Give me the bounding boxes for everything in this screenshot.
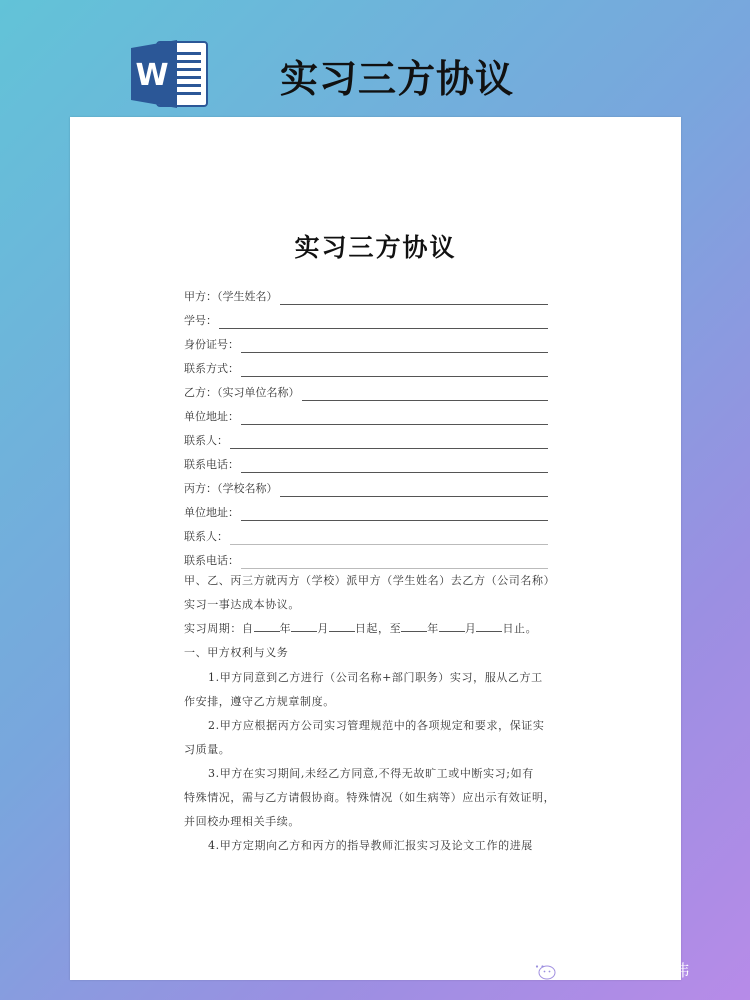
fill-in-line[interactable] xyxy=(230,448,548,449)
document-page xyxy=(70,117,681,980)
field-label: 单位地址： xyxy=(184,506,239,519)
intro-line-1: 甲、乙、丙三方就丙方（学校）派甲方（学生姓名）去乙方（公司名称） xyxy=(184,574,556,587)
clause-3-line-1: 3.甲方在实习期间,未经乙方同意,不得无故旷工或中断实习;如有 xyxy=(208,767,534,780)
field-contact-method xyxy=(184,354,548,378)
field-label: 单位地址： xyxy=(184,410,239,423)
fill-in-line[interactable] xyxy=(241,352,548,353)
field-party-c-name xyxy=(184,474,548,498)
clause-4-line-1: 4.甲方定期向乙方和丙方的指导教师汇报实习及论文工作的进展 xyxy=(208,839,533,852)
blank-day-end[interactable] xyxy=(476,621,502,632)
clause-3-line-3: 并回校办理相关手续。 xyxy=(184,815,300,828)
field-party-c-phone xyxy=(184,546,548,570)
fill-in-line[interactable] xyxy=(241,472,548,473)
field-party-b-phone xyxy=(184,450,548,474)
period-prefix: 实习周期：自 xyxy=(184,622,254,635)
watermark xyxy=(530,958,689,981)
blank-year-end[interactable] xyxy=(401,621,427,632)
blank-year-start[interactable] xyxy=(254,621,280,632)
clause-2-line-2: 习质量。 xyxy=(184,743,231,756)
period-year-label: 年 xyxy=(279,622,292,635)
internship-period xyxy=(184,620,537,636)
period-day-label: 日起，至 xyxy=(354,622,402,635)
watermark-text: 公众号 · 模板阿伟 xyxy=(562,961,690,980)
field-party-a-name xyxy=(184,282,548,306)
field-party-b-name xyxy=(184,378,548,402)
field-label: 乙方：（实习单位名称） xyxy=(184,386,300,399)
field-party-b-address xyxy=(184,402,548,426)
clause-1-line-1: 1.甲方同意到乙方进行（公司名称+部门职务）实习，服从乙方工 xyxy=(208,671,543,684)
period-year-label: 年 xyxy=(427,622,439,635)
word-logo-icon xyxy=(131,38,209,110)
fill-in-line[interactable] xyxy=(280,304,549,305)
clause-2-line-1: 2.甲方应根据丙方公司实习管理规范中的各项规定和要求，保证实 xyxy=(208,719,545,732)
fill-in-line[interactable] xyxy=(241,376,548,377)
fill-in-line[interactable] xyxy=(241,424,548,425)
field-party-c-contact xyxy=(184,522,548,546)
fill-in-line[interactable] xyxy=(302,400,549,401)
clause-3-line-2: 特殊情况，需与乙方请假协商。特殊情况（如生病等）应出示有效证明， xyxy=(184,791,556,804)
wechat-icon xyxy=(530,959,556,981)
field-label: 联系方式： xyxy=(184,362,239,375)
field-label: 联系电话： xyxy=(184,554,239,567)
period-day-label: 日止。 xyxy=(502,622,538,635)
document-title: 实习三方协议 xyxy=(294,233,457,262)
fill-in-line[interactable] xyxy=(241,568,548,569)
blank-day-start[interactable] xyxy=(329,621,355,632)
period-month-label: 月 xyxy=(317,622,329,635)
field-label: 学号： xyxy=(184,314,217,327)
field-label: 丙方：（学校名称） xyxy=(184,482,278,495)
section-heading: 一、甲方权利与义务 xyxy=(184,646,289,659)
fill-in-line[interactable] xyxy=(241,520,548,521)
field-party-c-address xyxy=(184,498,548,522)
fill-in-line[interactable] xyxy=(219,328,548,329)
intro-line-2: 实习一事达成本协议。 xyxy=(184,598,300,611)
period-month-label: 月 xyxy=(464,622,477,635)
fill-in-line[interactable] xyxy=(280,496,549,497)
blank-month-start[interactable] xyxy=(291,621,317,632)
field-id-number xyxy=(184,330,548,354)
field-student-id xyxy=(184,306,548,330)
blank-month-end[interactable] xyxy=(439,621,465,632)
field-party-b-contact xyxy=(184,426,548,450)
header-title: 实习三方协议 xyxy=(280,57,515,101)
field-label: 联系人： xyxy=(184,434,228,447)
field-label: 甲方：（学生姓名） xyxy=(184,290,278,303)
field-label: 联系电话： xyxy=(184,458,239,471)
field-label: 联系人： xyxy=(184,530,228,543)
fill-in-line[interactable] xyxy=(230,544,548,545)
word-logo-letter: W xyxy=(135,58,169,93)
field-label: 身份证号： xyxy=(184,338,239,351)
clause-1-line-2: 作安排，遵守乙方规章制度。 xyxy=(184,695,335,708)
